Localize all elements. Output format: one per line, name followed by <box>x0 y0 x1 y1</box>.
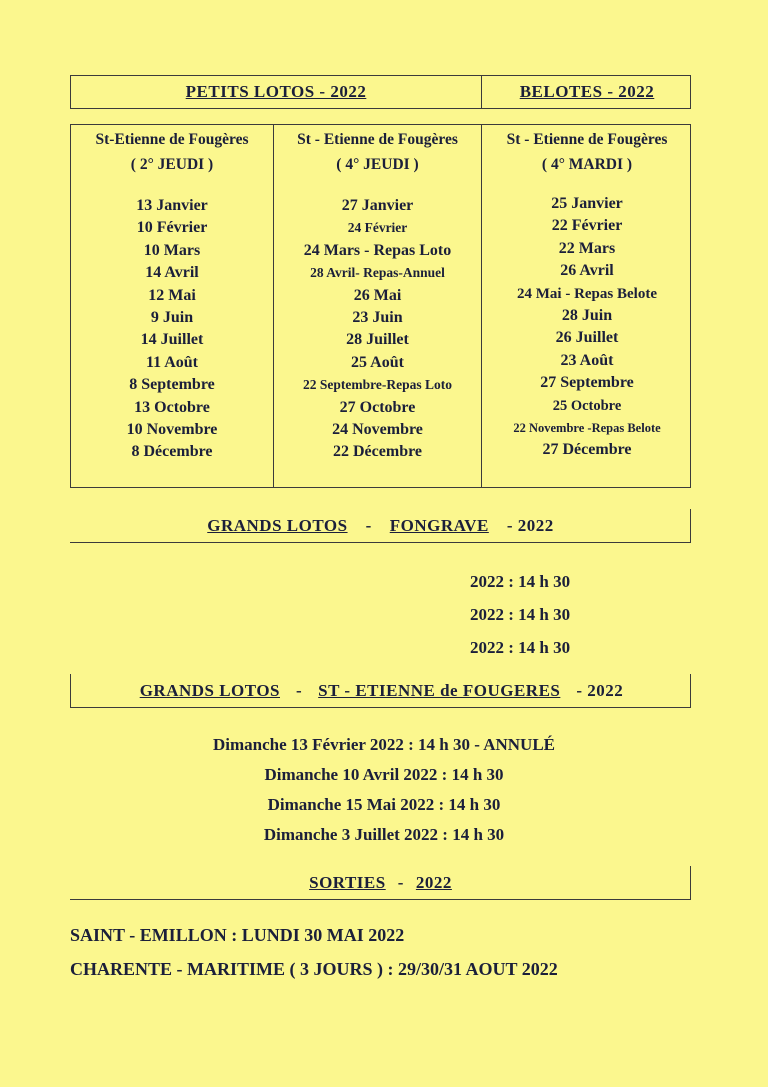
list-item: 8 Décembre <box>131 443 213 461</box>
fongrave-title-b: FONGRAVE <box>389 515 489 535</box>
column-subtitle: ( 4° MARDI ) <box>541 156 633 173</box>
list-item: 14 Avril <box>145 264 199 282</box>
petits-lotos-header <box>71 76 481 108</box>
list-item: 27 Octobre <box>339 398 416 416</box>
list-item: 22 Septembre-Repas Loto <box>303 377 452 393</box>
list-item: 23 Août <box>560 351 614 369</box>
sorties-list <box>70 918 558 986</box>
column-title: St - Etienne de Fougères <box>297 131 458 148</box>
list-item: 2022 : 14 h 30 <box>470 638 571 657</box>
list-item: 23 Juin <box>352 309 403 327</box>
list-item: 26 Avril <box>560 262 614 280</box>
list-item: 12 Mai <box>148 286 196 304</box>
list-item: Dimanche 10 Avril 2022 : 14 h 30 <box>264 765 504 784</box>
fongrave-title-a: GRANDS LOTOS <box>207 515 348 535</box>
st-etienne-title-a: GRANDS LOTOS <box>139 680 280 700</box>
list-item: SAINT - EMILLON : LUNDI 30 MAI 2022 <box>70 925 405 945</box>
sorties-header <box>70 866 691 900</box>
fongrave-header <box>70 509 691 543</box>
fongrave-title <box>70 509 691 542</box>
list-item: 24 Novembre <box>332 421 423 439</box>
date-list <box>274 195 481 464</box>
list-item: 9 Juin <box>150 309 194 327</box>
sorties-title <box>70 866 691 899</box>
list-item: 27 Septembre <box>540 374 634 392</box>
list-item: 8 Septembre <box>129 376 215 394</box>
list-item: 25 Janvier <box>551 195 623 212</box>
schedule-table <box>70 124 691 488</box>
fongrave-times <box>470 565 570 664</box>
st-etienne-title-year: - 2022 <box>576 680 624 700</box>
column-2e-jeudi <box>71 125 273 487</box>
column-subtitle: ( 2° JEUDI ) <box>130 156 214 173</box>
st-etienne-title-b: ST - ETIENNE de FOUGERES <box>318 680 561 700</box>
list-item: 2022 : 14 h 30 <box>470 605 571 624</box>
sorties-title-year: 2022 <box>415 872 452 892</box>
list-item: 10 Novembre <box>126 421 218 439</box>
list-item: CHARENTE - MARITIME ( 3 JOURS ) : 29/30/31 AOUT 2022 <box>70 959 558 979</box>
date-list <box>482 193 692 462</box>
list-item: 25 Août <box>351 353 404 371</box>
column-subtitle: ( 4° JEUDI ) <box>336 156 419 173</box>
list-item: 22 Novembre -Repas Belote <box>513 421 661 436</box>
column-4e-mardi <box>482 125 692 487</box>
list-item: 2022 : 14 h 30 <box>470 572 571 591</box>
list-item: 24 Mai - Repas Belote <box>517 285 657 302</box>
list-item: 26 Juillet <box>555 329 619 347</box>
sorties-title-sep: - <box>397 872 404 892</box>
list-item: 11 Août <box>145 353 198 371</box>
column-title: St - Etienne de Fougères <box>506 131 668 148</box>
list-item: 27 Décembre <box>542 441 632 459</box>
date-list <box>71 195 273 464</box>
fongrave-title-sep: - <box>365 515 372 535</box>
st-etienne-header <box>70 674 691 708</box>
list-item: 27 Janvier <box>341 197 414 214</box>
petits-lotos-title: PETITS LOTOS - 2022 <box>185 82 367 101</box>
list-item: 10 Mars <box>143 241 201 259</box>
list-item: 24 Mars - Repas Loto <box>303 241 452 259</box>
list-item: Dimanche 3 Juillet 2022 : 14 h 30 <box>263 825 505 844</box>
list-item: 28 Juillet <box>346 331 409 349</box>
list-item: 14 Juillet <box>140 331 204 349</box>
list-item: 28 Avril- Repas-Annuel <box>310 265 445 281</box>
column-4e-jeudi <box>274 125 481 487</box>
st-etienne-title: GRANDS LOTOS - ST - ETIENNE de FOUGERES - 2022 <box>139 680 624 700</box>
sorties-title-text: SORTIES <box>309 872 386 892</box>
petits-belotes-header <box>70 75 691 109</box>
list-item: 10 Février <box>136 219 208 237</box>
list-item: 28 Juin <box>561 307 613 325</box>
list-item: 25 Octobre <box>552 397 622 414</box>
belotes-title: BELOTES - 2022 <box>519 82 655 101</box>
list-item: 22 Décembre <box>333 443 422 461</box>
list-item: 13 Janvier <box>136 197 208 214</box>
column-title: St-Etienne de Fougères <box>95 131 249 148</box>
list-item: Dimanche 13 Février 2022 : 14 h 30 - ANNULÉ <box>212 735 556 754</box>
list-item: 22 Février <box>551 217 623 235</box>
st-etienne-dates <box>0 730 768 850</box>
list-item: 22 Mars <box>558 239 616 257</box>
list-item: 26 Mai <box>353 286 402 304</box>
list-item: 13 Octobre <box>134 398 210 416</box>
fongrave-title-year: - 2022 <box>506 515 554 535</box>
belotes-header <box>482 76 692 108</box>
list-item: Dimanche 15 Mai 2022 : 14 h 30 <box>267 795 501 814</box>
list-item: 24 Février <box>347 220 408 236</box>
